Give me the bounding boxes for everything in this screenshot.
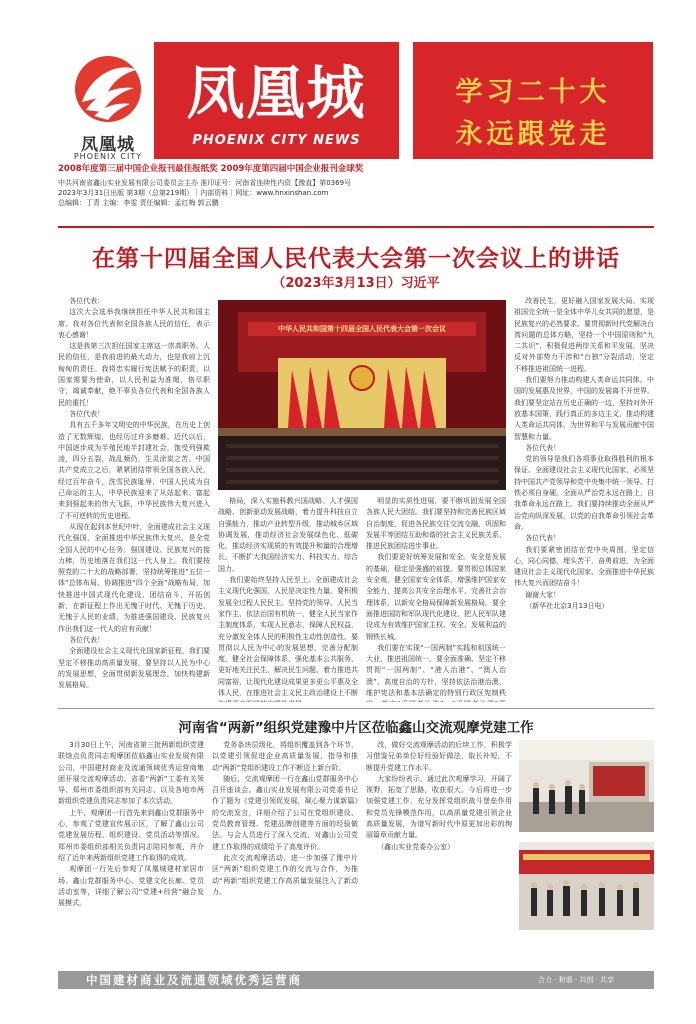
visit-photo-2 [519, 842, 654, 930]
logo-text: 凤凰城 [81, 135, 135, 155]
paragraph: 明显的实质性进展，要不断巩固发展全国各族人民大团结。我们要坚持和完善民族区域自治制度，促进各民族交往交流交融，巩固和发展平等团结互助和谐的社会主义民族关系，推进民族团结进步事业。 [366, 497, 506, 551]
article1-col3-text [366, 496, 506, 702]
paragraph: 我们要更好统筹发展和安全。安全是发展的基础，稳定是强盛的前提。要贯彻总体国家安全观，健全国家安全体系，增强维护国家安全能力，提高公共安全治理水平，完善社会治理体系，以新安全格局保障新发展格局。要全面推进国防和军队现代化建设，把人民军队建设成为有效维护国家主权、安全、发展利益的钢铁长城。 [366, 553, 506, 641]
paragraph: 党的领导是我们各项事业取得胜利的根本保证。全面建设社会主义现代化国家，必须坚持中国共产党领导和党中央集中统一领导。打铁必须自身硬。全面从严治党永远在路上，自我革命永远在路上。我们要持续推动全面从严治党向纵深发展，以党的自我革命引领社会革命。 [514, 455, 654, 531]
masthead-en-title: PHOENIX CITY NEWS [192, 133, 361, 148]
paragraph: 大家纷纷表示，通过此次观摩学习，开阔了视野，拓宽了思路，收获很大。今后将进一步加强党建工作，充分发挥党组织战斗堡垒作用和党员先锋模范作用，以高质量党建引领企业高质量发展，为谱写新时代中原更加出彩的绚丽篇章贡献力量。 [366, 774, 512, 840]
paragraph: 上午，观摩团一行首先来到鑫山党群服务中心，参观了党建宣传展示区，了解了鑫山公司党建发展历程、组织建设、党员活动等情况。郑州市委组织部相关负责同志陪同参观，并介绍了近年来两新组织党建工作取得的成效。 [58, 808, 204, 862]
award-line: 2008年度第三届中国企业报刊最佳报纸奖 2009年度第四届中国企业报刊金球奖 [58, 164, 364, 174]
logo [58, 52, 158, 172]
article1-column-1 [58, 296, 210, 702]
paragraph: 我们要始终坚持人民至上。全面建成社会主义现代化强国，人民是决定性力量。要积极发展全过程人民民主。坚持党的领导、人民当家作主、依法治国有机统一，健全人民当家作主制度体系，实现人民意志，保障人民权益，充分激发全体人民的积极性主动性创造性。要贯彻以人民为中心的发展思想，完善分配制度，健全社会保障体系，强化基本公共服务，更好地关注民生、解决民生问题，着力推进共同富裕，让现代化建设成果更多更公平惠及全体人民，在推进社会主义民主政治建设上不断 [218, 576, 358, 698]
meta-line-2: 2023年3月31日出版 第3期（总第219期）｜内部资料｜网址：www.hnxinshan.com [58, 189, 329, 197]
publication-meta [58, 178, 498, 208]
footer-main-text: 中国建材商业及流通领域优秀运营商 [86, 973, 302, 987]
paragraph: 我们要努力推动构建人类命运共同体。中国的发展惠及世界，中国的发展离不开世界。我们要坚定站在历史正确的一边，坚持对外开放基本国策，践行真正的多边主义，推动构建人类命运共同体，为世界和平与发展贡献中国智慧和力量。 [514, 376, 654, 441]
paragraph: 格局，深入实施科教兴国战略、人才强国战略、创新驱动发展战略，着力提升科技自立自强能力，推动产业转型升级，推动城乡区域协调发展，推动经济社会发展绿色化、低碳化，推动经济实现质的有效提升和量的合理增长。不断扩大我国经济实力、科技实力、综合国力。 [218, 497, 358, 573]
paragraph: 我们要在实现“一国两制”实践和祖国统一大业，推进祖国统一。要全面准确、坚定不移贯彻“一国两制”、“港人治港”、“澳人治澳”、高度自治的方针，坚持依法治港治澳，维护宪法和基本法确定的特别行政区宪制秩 [366, 643, 506, 698]
paragraph: 这是我第三次担任国家主席这一崇高职务。人民的信任，是我前进的最大动力，也是我肩上沉甸甸的责任。我将忠实履行宪法赋予的职责，以国家需要为使命，以人民利益为准绳，恪尽职守，竭诚奉献，绝不辜负各位代表和全国各族人民的重托！ [58, 342, 210, 407]
slogan-line-2: 永远跟党走 [455, 119, 611, 150]
article1-col4-text [514, 296, 654, 612]
article2-headline: 河南省“两新”组织党建豫中片区莅临鑫山交流观摩党建工作 [178, 720, 534, 736]
paragraph: 各位代表： [69, 297, 105, 305]
paragraph: 全面建设社会主义现代化国家新征程，我们要坚定不移推动高质量发展，要坚持以人民为中心的发展思想，全面贯彻新发展理念，加快构建新发展格局。 [58, 647, 210, 690]
paragraph: 改，做好交流观摩活动的后续工作，积极学习借鉴兄弟单位好经验好做法，取长补短，不断提升党建工作水平。 [366, 741, 512, 772]
logo-en-text: PHOENIX CITY [73, 152, 143, 161]
footer-bar [58, 971, 654, 989]
article1-subline: （2023年3月13日）习近平 [272, 276, 440, 291]
article2-column-1 [58, 740, 204, 962]
paragraph: 从现在起到本世纪中叶，全面建成社会主义现代化强国，全面推进中华民族伟大复兴，是全党全国人民的中心任务。强国建设、民族复兴的接力棒，历史地落在我们这一代人身上。我们要按照党的二十大的战略部署，坚持统筹推进“五位一体”总体布局、协调推进“四个全面”战略布局，加快推进中国式现代化建设，团结奋斗，开拓创新，在新征程上作出无愧于时代、无愧于历史、无愧于人民的业绩，为推进强国建设、民族复兴作出我们这一代人的应有贡献！ [58, 522, 210, 633]
mid-divider [58, 708, 654, 709]
masthead-title: 凤凰城 [186, 59, 367, 127]
paragraph: 各位代表！ [69, 409, 105, 418]
meta-line-1: 中共河南省鑫山实业发展有限公司委员会主办 准印证号：河南省连续性内资【豫直】第0369号 [58, 179, 352, 187]
article1-column-3 [366, 496, 506, 702]
top-divider [58, 226, 654, 228]
article2-col2-text [212, 740, 358, 898]
paragraph: 我们要紧密团结在党中央周围，坚定信心，同心同德，埋头苦干，奋勇前进，为全面建设社会主义现代化国家、全面推进中华民族伟大复兴而团结奋斗！ [514, 545, 654, 588]
footer-side-text: 合力 · 和谐 · 共创 · 共享 [537, 976, 614, 984]
article1-headline: 在第十四届全国人民代表大会第一次会议上的讲话 [92, 246, 620, 272]
article1-column-4 [514, 296, 654, 702]
article1-column-2 [218, 496, 358, 702]
phoenix-logo-icon [72, 52, 144, 126]
visit-photo-2-image [519, 842, 654, 930]
article1-col2-text [218, 496, 358, 702]
paragraph: 各位代表！ [525, 443, 561, 452]
paragraph: 随后，交流观摩团一行在鑫山党群服务中心召开座谈会。鑫山实业发展有限公司党委书记作了题为《党建引领促发展，凝心聚力谋新篇》的交流发言，详细介绍了公司在党组织建设、党员教育管理、党建品牌创建等方面的经验做法。与会人员进行了深入交流，对鑫山公司党建工作取得的成绩给予了高度评价。 [212, 774, 358, 851]
slogan-line-1: 学习二十大 [455, 77, 611, 108]
article2-column-3 [366, 740, 512, 962]
masthead [154, 42, 399, 159]
article2-column-2 [212, 740, 358, 962]
paragraph: 各位代表！ [69, 635, 105, 644]
paragraph: 谢谢大家！ [525, 590, 561, 599]
paragraph: 这次大会选举我继续担任中华人民共和国主席。我对各位代表和全国各族人民的信任，表示衷心感谢！ [58, 308, 210, 339]
visit-photo-1-image [519, 740, 654, 832]
paragraph: 各位代表！ [525, 534, 561, 543]
visit-photo-1 [519, 740, 654, 832]
paragraph: 党务条块层级化，将组织覆盖到各个环节，以党建引领促进企业高质量发展，指导和推动“两新”党组织建设工作不断迈上新台阶。 [212, 741, 358, 772]
article1-col1-text [58, 296, 210, 691]
slogan-box [413, 42, 653, 159]
paragraph: 此次交流观摩活动，进一步加强了豫中片区“两新”组织党建工作的交流与合作，为推动“两新”组织党建工作高质量发展注入了新动力。 [212, 853, 358, 896]
paragraph: 观摩团一行先后参观了凤凰城建材家居市场、鑫山党群服务中心、党建文化长廊、党员活动室等，详细了解公司“党建+经营”融合发展模式。 [58, 865, 204, 908]
congress-photo [218, 300, 506, 490]
meta-line-3: 总编辑：丁青 主编：李雯 责任编辑：孟红梅 郭云鹏 [58, 199, 219, 207]
paragraph: 改善民生，更好融入国家发展大局。实现祖国完全统一是全体中华儿女共同的愿望，是民族复兴的必然要求。要贯彻新时代党解决台湾问题的总体方略，坚持一个中国原则和“九二共识”，积极促进两岸关系和平发展，坚决反对外部势力干涉和“台独”分裂活动，坚定不移推进祖国统一进程。 [514, 297, 654, 373]
article2-col1-text [58, 740, 204, 909]
paragraph: 3月30日上午，河南省第三批两新组织党建联络点负责同志观摩团莅临鑫山实业发展有限公司，中国建材商业及流通领域优秀运营商集团开展交流观摩活动。省委“两新”工委有关领导、郑州市委组织部有关同志，以及各地市两新组织党建负责同志参加了本次活动。 [58, 741, 204, 806]
paragraph: （鑫山实业党委办公室） [377, 842, 455, 851]
paragraph: （新华社北京3月13日电） [525, 602, 609, 611]
paragraph: 具有五千多年文明史的中华民族，在历史上创造了无数辉煌，也经历过许多磨难。近代以后，中国逐步成为半殖民地半封建社会，饱受列强欺凌，四分五裂，战乱频仍，生灵涂炭之苦。中国共产党成立之后，紧紧团结带领全国各族人民，经过百年奋斗，洗雪民族耻辱，中国人民成为自己命运的主人，中华民族迎来了从站起来、富起来到强起来的伟大飞跃，中华民族伟大复兴进入了不可逆转的历史进程。 [58, 421, 210, 520]
photo-banner-text: 中华人民共和国第十四届全国人民代表大会第一次会议 [278, 325, 446, 333]
article2-col3-text [366, 740, 512, 853]
